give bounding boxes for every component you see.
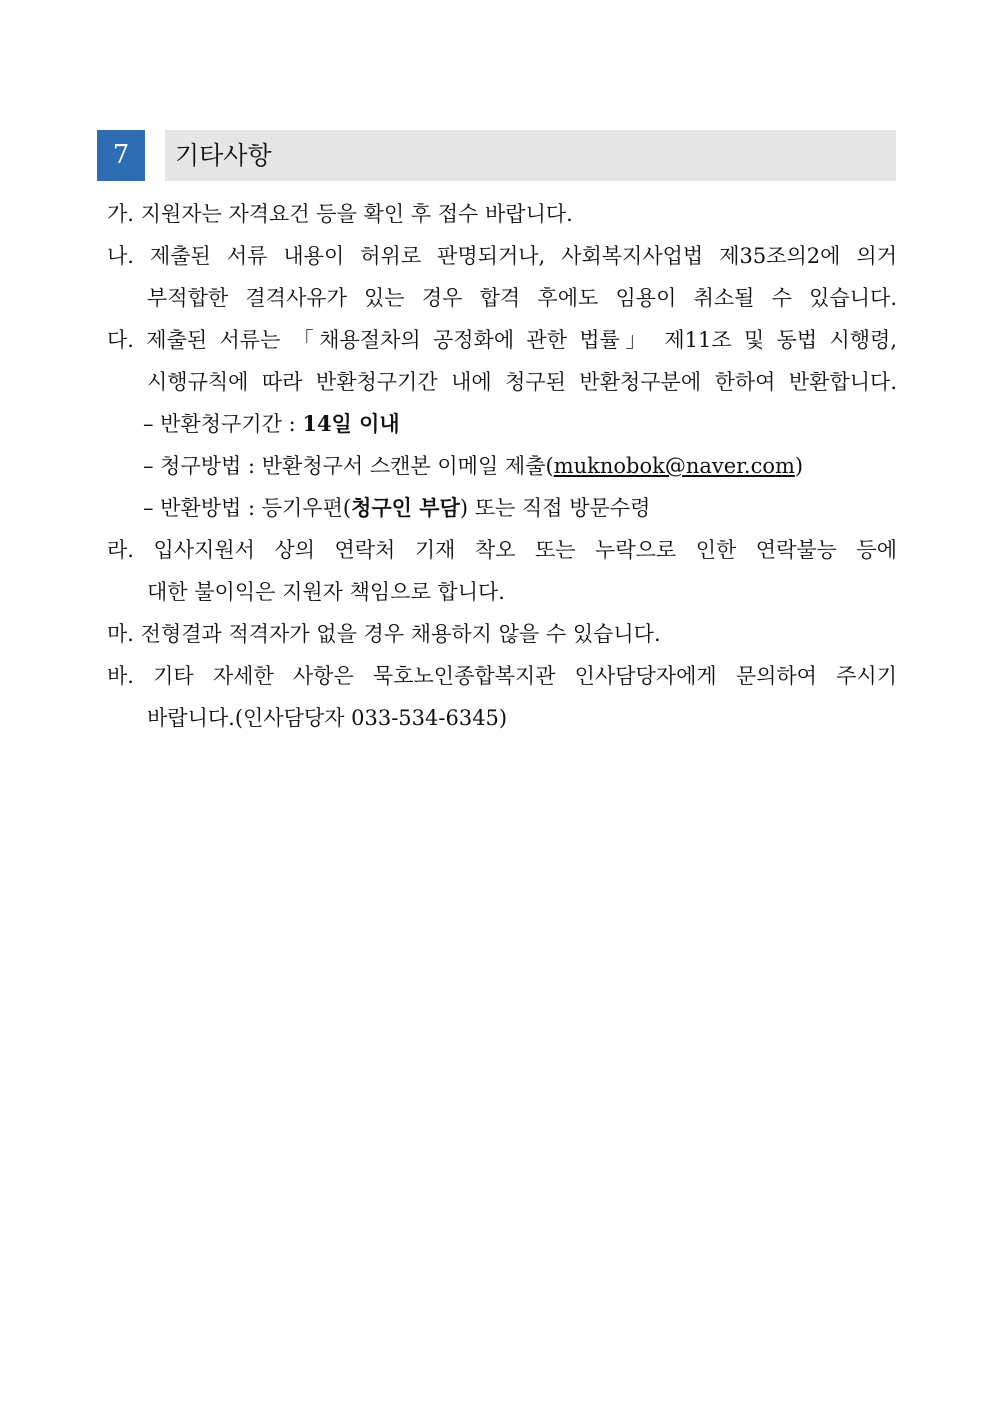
list-item-da xyxy=(107,319,897,361)
item-marker: 나. xyxy=(107,244,134,268)
item-text: 입사지원서 상의 연락처 기재 착오 또는 누락으로 인한 연락불능 등에 xyxy=(153,538,897,562)
item-text: 지원자는 자격요건 등을 확인 후 접수 바랍니다. xyxy=(140,202,573,226)
item-text: 부적합한 결격사유가 있는 경우 합격 후에도 임용이 취소될 수 있습니다. xyxy=(147,286,897,310)
item-text: 제출된 서류 내용이 허위로 판명되거나, 사회복지사업법 제35조의2에 의거 xyxy=(149,244,897,268)
list-item-ba-continued xyxy=(107,697,897,739)
item-marker: 마. xyxy=(107,622,134,646)
list-item-da-continued xyxy=(107,361,897,403)
section-number: 7 xyxy=(97,130,145,181)
sub-item-label: – 청구방법 : 반환청구서 스캔본 이메일 제출( xyxy=(143,454,554,478)
sub-item-label: – 반환청구기간 : xyxy=(143,412,303,436)
item-text: 전형결과 적격자가 없을 경우 채용하지 않을 수 있습니다. xyxy=(140,622,661,646)
item-text: 기타 자세한 사항은 묵호노인종합복지관 인사담당자에게 문의하여 주시기 xyxy=(153,664,897,688)
email-link[interactable]: muknobok@naver.com xyxy=(553,454,795,478)
item-text: 제출된 서류는 「채용절차의 공정화에 관한 법률」 제11조 및 동법 시행령, xyxy=(146,328,897,352)
list-item-na xyxy=(107,235,897,277)
sub-item-return-method xyxy=(107,487,897,529)
sub-item-suffix: ) 또는 직접 방문수령 xyxy=(459,496,651,520)
list-item-na-continued xyxy=(107,277,897,319)
list-item-ra-continued xyxy=(107,571,897,613)
item-marker: 바. xyxy=(107,664,134,688)
list-item-ma xyxy=(107,613,897,655)
item-marker: 가. xyxy=(107,202,134,226)
item-marker: 다. xyxy=(107,328,134,352)
item-text: 바랍니다.(인사담당자 033-534-6345) xyxy=(147,706,508,730)
notice-list xyxy=(107,193,897,739)
item-text: 대한 불이익은 지원자 책임으로 합니다. xyxy=(147,580,505,604)
item-marker: 라. xyxy=(107,538,134,562)
list-item-ga xyxy=(107,193,897,235)
section-header xyxy=(97,130,896,181)
section-title: 기타사항 xyxy=(175,141,272,170)
section-title-box xyxy=(165,130,896,181)
sub-item-return-period xyxy=(107,403,897,445)
return-period-value: 14일 이내 xyxy=(302,411,400,436)
cost-bearer: 청구인 부담 xyxy=(351,495,460,520)
sub-item-suffix: ) xyxy=(794,454,804,478)
sub-item-request-method xyxy=(107,445,897,487)
sub-item-label: – 반환방법 : 등기우편( xyxy=(143,496,352,520)
item-text: 시행규칙에 따라 반환청구기간 내에 청구된 반환청구분에 한하여 반환합니다. xyxy=(147,370,897,394)
list-item-ra xyxy=(107,529,897,571)
list-item-ba xyxy=(107,655,897,697)
